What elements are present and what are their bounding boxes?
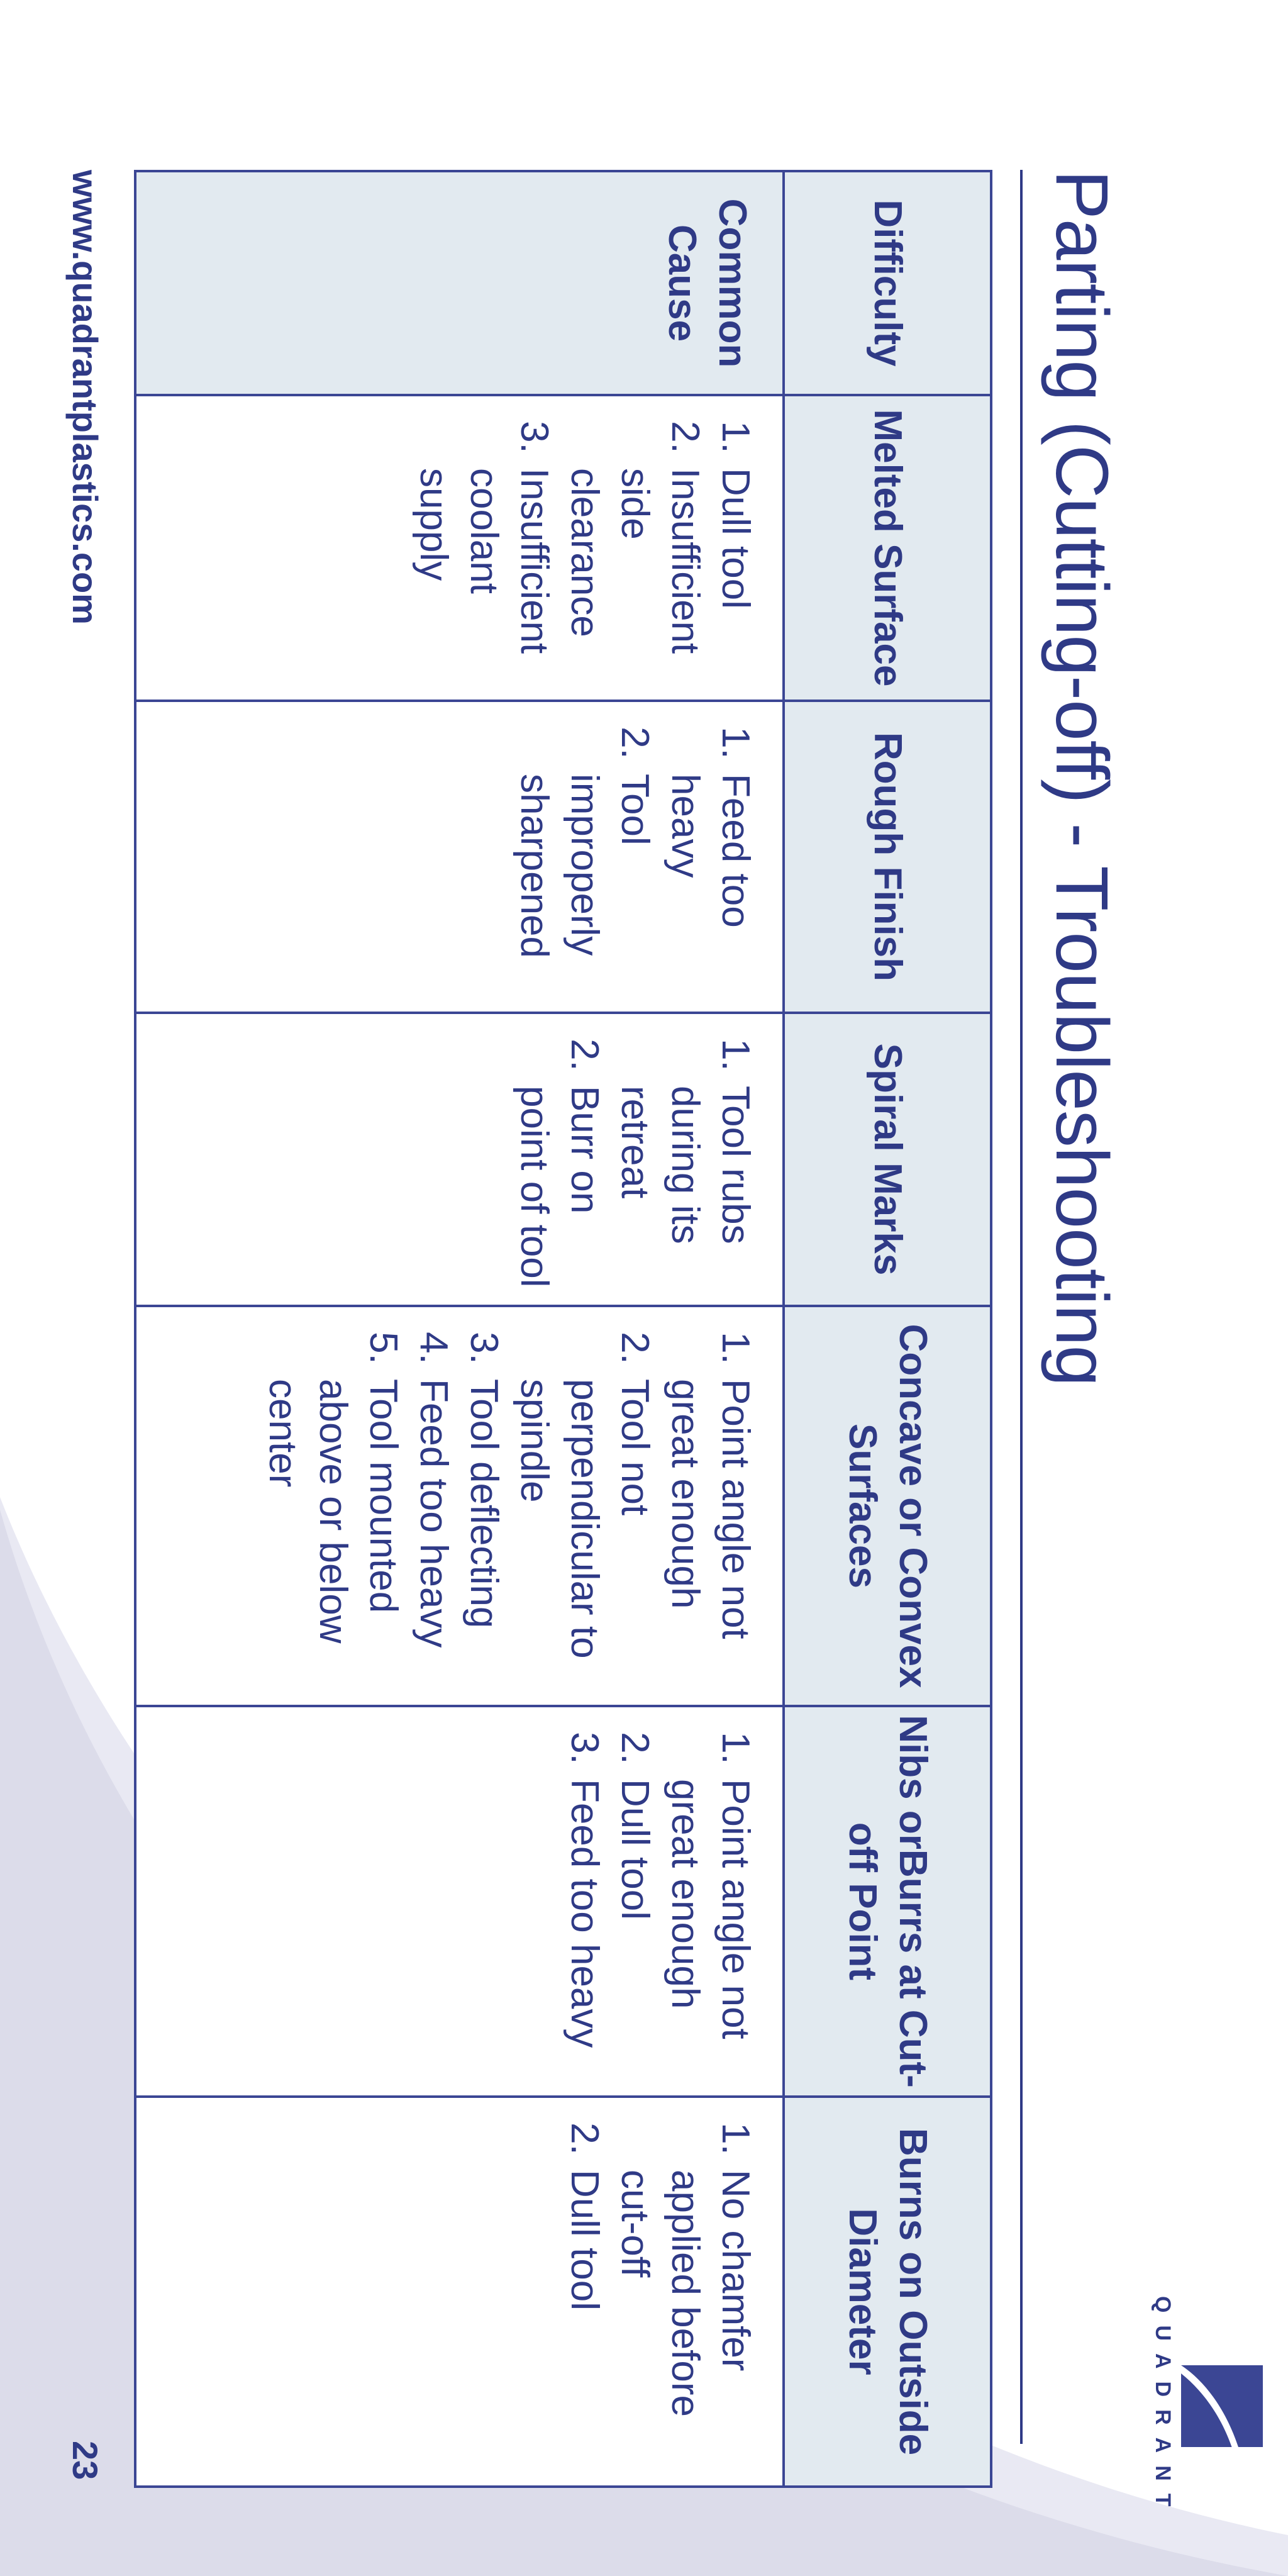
cause-list: [559, 1720, 760, 2083]
cause-list: [408, 409, 760, 687]
cause-item: 2. Dull tool: [609, 1775, 660, 2083]
cause-cell: [135, 1306, 784, 1706]
cause-item: 2. Tool not perpendicular to spindle: [509, 1375, 660, 1692]
difficulty-header: Rough Finish: [784, 701, 991, 1013]
difficulty-header: Burns on Outside Diameter: [784, 2097, 991, 2487]
cause-item: 2. Dull tool: [559, 2166, 609, 2473]
cause-row: [135, 171, 784, 2487]
page-number: 23: [65, 2441, 105, 2480]
cause-list: [559, 2110, 760, 2473]
cause-list: [509, 1027, 760, 1292]
cause-item: 1. Tool rubs during its retreat: [609, 1082, 760, 1292]
difficulty-header: Concave or Convex Surfaces: [784, 1306, 991, 1706]
title-divider: [1020, 170, 1023, 2444]
difficulty-row: [784, 171, 991, 2487]
footer-website-link[interactable]: www.quadrantplastics.com: [65, 170, 105, 625]
cause-item: 3. Insufficient coolant supply: [408, 464, 559, 687]
cause-item: 2. Tool improperly sharpened: [509, 770, 660, 999]
cause-item: 2. Burr on point of tool: [509, 1082, 609, 1292]
cause-item: 1. Dull tool: [710, 464, 760, 687]
difficulty-header: Nibs orBurrs at Cut-off Point: [784, 1706, 991, 2097]
cause-row-label: Common Cause: [135, 171, 784, 395]
cause-item: 3. Feed too heavy: [559, 1775, 609, 2083]
troubleshooting-table: [134, 170, 992, 2488]
page-title: Parting (Cutting-off) - Troubleshooting: [1040, 170, 1123, 1386]
quadrant-logo-icon: [1181, 2365, 1263, 2447]
cause-cell: [135, 395, 784, 701]
cause-item: 5. Tool mounted above or below center: [257, 1375, 408, 1692]
cause-list: [509, 715, 760, 999]
cause-cell: [135, 1013, 784, 1306]
cause-item: 1. No chamfer applied before cut-off: [609, 2166, 760, 2473]
cause-cell: [135, 1706, 784, 2097]
quadrant-logo: [1150, 2277, 1263, 2519]
cause-cell: [135, 2097, 784, 2487]
cause-item: 3. Tool deflecting: [458, 1375, 509, 1692]
logo-wordmark: QUADRANT: [1151, 2296, 1175, 2519]
cause-cell: [135, 701, 784, 1013]
cause-item: 2. Insufficient side clearance: [559, 464, 710, 687]
difficulty-header: Melted Surface: [784, 395, 991, 701]
difficulty-row-label: Difficulty: [784, 171, 991, 395]
difficulty-header: Spiral Marks: [784, 1013, 991, 1306]
cause-item: 1. Point angle not great enough: [660, 1375, 760, 1692]
cause-item: 4. Feed too heavy: [408, 1375, 458, 1692]
cause-item: 1. Feed too heavy: [660, 770, 760, 999]
cause-item: 1. Point angle not great enough: [660, 1775, 760, 2083]
cause-list: [257, 1320, 760, 1692]
